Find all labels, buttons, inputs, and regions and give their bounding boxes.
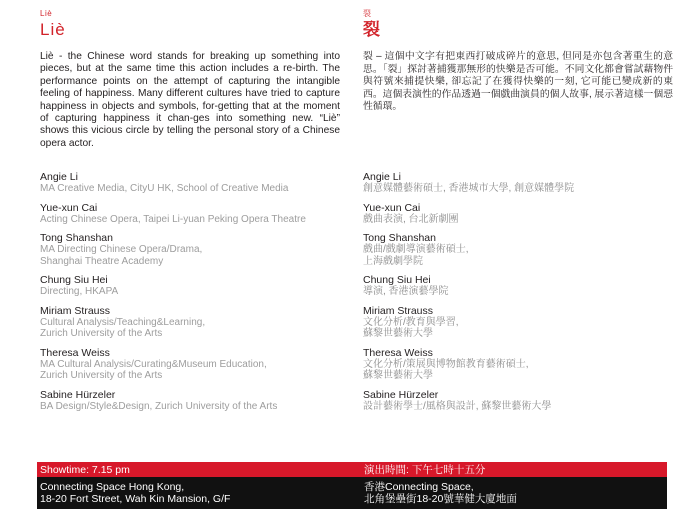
credit-name: Theresa Weiss: [40, 346, 110, 359]
credit-name: Chung Siu Hei: [40, 274, 108, 286]
showtime-bar: [37, 462, 667, 477]
credit-role: Cultural Analysis/Teaching&Learning, Zurich University of the Arts: [40, 316, 206, 339]
credit-role: 創意媒體藝術碩士, 香港城市大學, 創意媒體學院: [363, 183, 575, 194]
credit-name: Tong Shanshan: [363, 232, 436, 244]
credit-item: [40, 347, 350, 382]
credit-item: [40, 274, 350, 298]
credit-role: 導演, 香港演藝學院: [363, 286, 449, 297]
credit-name: Theresa Weiss: [363, 346, 433, 359]
credit-item: [40, 202, 350, 226]
credit-name: Chung Siu Hei: [363, 274, 431, 286]
credit-item: [40, 171, 350, 195]
chinese-title: 裂: [363, 20, 380, 39]
credit-name: Miriam Strauss: [40, 304, 111, 317]
credit-name: Tong Shanshan: [40, 232, 113, 244]
credit-role: 戲曲/戲劇導演藝術碩士, 上海戲劇學院: [363, 244, 469, 267]
credit-role: Directing, HKAPA: [40, 286, 119, 297]
credit-item: [363, 202, 673, 226]
showtime-zh: 演出時間: 下午七時十五分: [364, 464, 486, 476]
credit-name: Miriam Strauss: [363, 304, 434, 317]
credit-item: [363, 347, 673, 382]
chinese-intro: [363, 8, 673, 114]
credit-role: MA Creative Media, CityU HK, School of Creative Media: [40, 183, 289, 194]
credit-item: [363, 232, 673, 267]
credit-item: [40, 305, 350, 340]
chinese-credits-list: [363, 171, 673, 419]
credit-role: BA Design/Style&Design, Zurich University of the Arts: [40, 400, 278, 412]
credit-item: [40, 232, 350, 267]
credit-item: [363, 274, 673, 298]
credit-name: Angie Li: [363, 171, 401, 183]
credit-role: MA Cultural Analysis/Curating&Museum Education, Zurich University of the Arts: [40, 358, 267, 381]
showtime-en: Showtime: 7.15 pm: [40, 464, 130, 476]
credit-item: [40, 389, 350, 413]
credit-role: MA Directing Chinese Opera/Drama, Shanghai Theatre Academy: [40, 244, 203, 267]
english-description: Liè - the Chinese word stands for breaking up something into pieces, but at the same time this action includes a re-birth. The performance points on the attempt of capturing the intangible feeling of happiness. Many different cultures have tried to capture happiness in objects and symbols, for-getting that at the moment of capturing happiness it chan-ges into something new. “Liè” shows this vicious circle by telling the personal story of a Chinese opera actor.: [40, 51, 340, 149]
credit-role: 設計藝術學士/風格與設計, 蘇黎世藝術大學: [363, 400, 552, 412]
credit-item: [363, 305, 673, 340]
credit-role: 文化分析/策展與博物館教育藝術碩士, 蘇黎世藝術大學: [363, 358, 529, 381]
credit-name: Yue-xun Cai: [40, 201, 98, 214]
credit-name: Sabine Hürzeler: [40, 388, 116, 401]
english-kicker: Liè: [40, 9, 53, 18]
chinese-kicker: 裂: [363, 9, 372, 18]
credit-role: 文化分析/教育與學習, 蘇黎世藝術大學: [363, 316, 459, 339]
english-intro: [40, 8, 340, 150]
credit-item: [363, 389, 673, 413]
credit-name: Angie Li: [40, 171, 78, 183]
credit-name: Yue-xun Cai: [363, 201, 421, 214]
credit-name: Sabine Hürzeler: [363, 388, 439, 401]
venue-bar: [37, 477, 667, 509]
chinese-description: 裂 – 這個中文字有把東西打破成碎片的意思, 但同是亦包含著重生的意思。「裂」探討著捕獲那無形的快樂是否可能。不同文化都會嘗試藉物件與符號來捕提快樂, 卻忘記了在獲得快樂的一刻, 它可能已變成新的東西。這個表演性的作品透過一個戲曲演員的個人故事, 展示著這樣一個惡性循環。: [363, 51, 673, 113]
credit-item: [363, 171, 673, 195]
english-credits-list: [40, 171, 350, 419]
english-title: Liè: [40, 20, 66, 39]
credit-role: 戲曲表演, 台北新劇團: [363, 213, 459, 225]
venue-zh: 香港Connecting Space, 北角堡壘街18-20號華健大廈地面: [364, 481, 517, 505]
credit-role: Acting Chinese Opera, Taipei Li-yuan Peking Opera Theatre: [40, 213, 306, 225]
venue-en: Connecting Space Hong Kong, 18-20 Fort Street, Wah Kin Mansion, G/F: [40, 481, 231, 505]
